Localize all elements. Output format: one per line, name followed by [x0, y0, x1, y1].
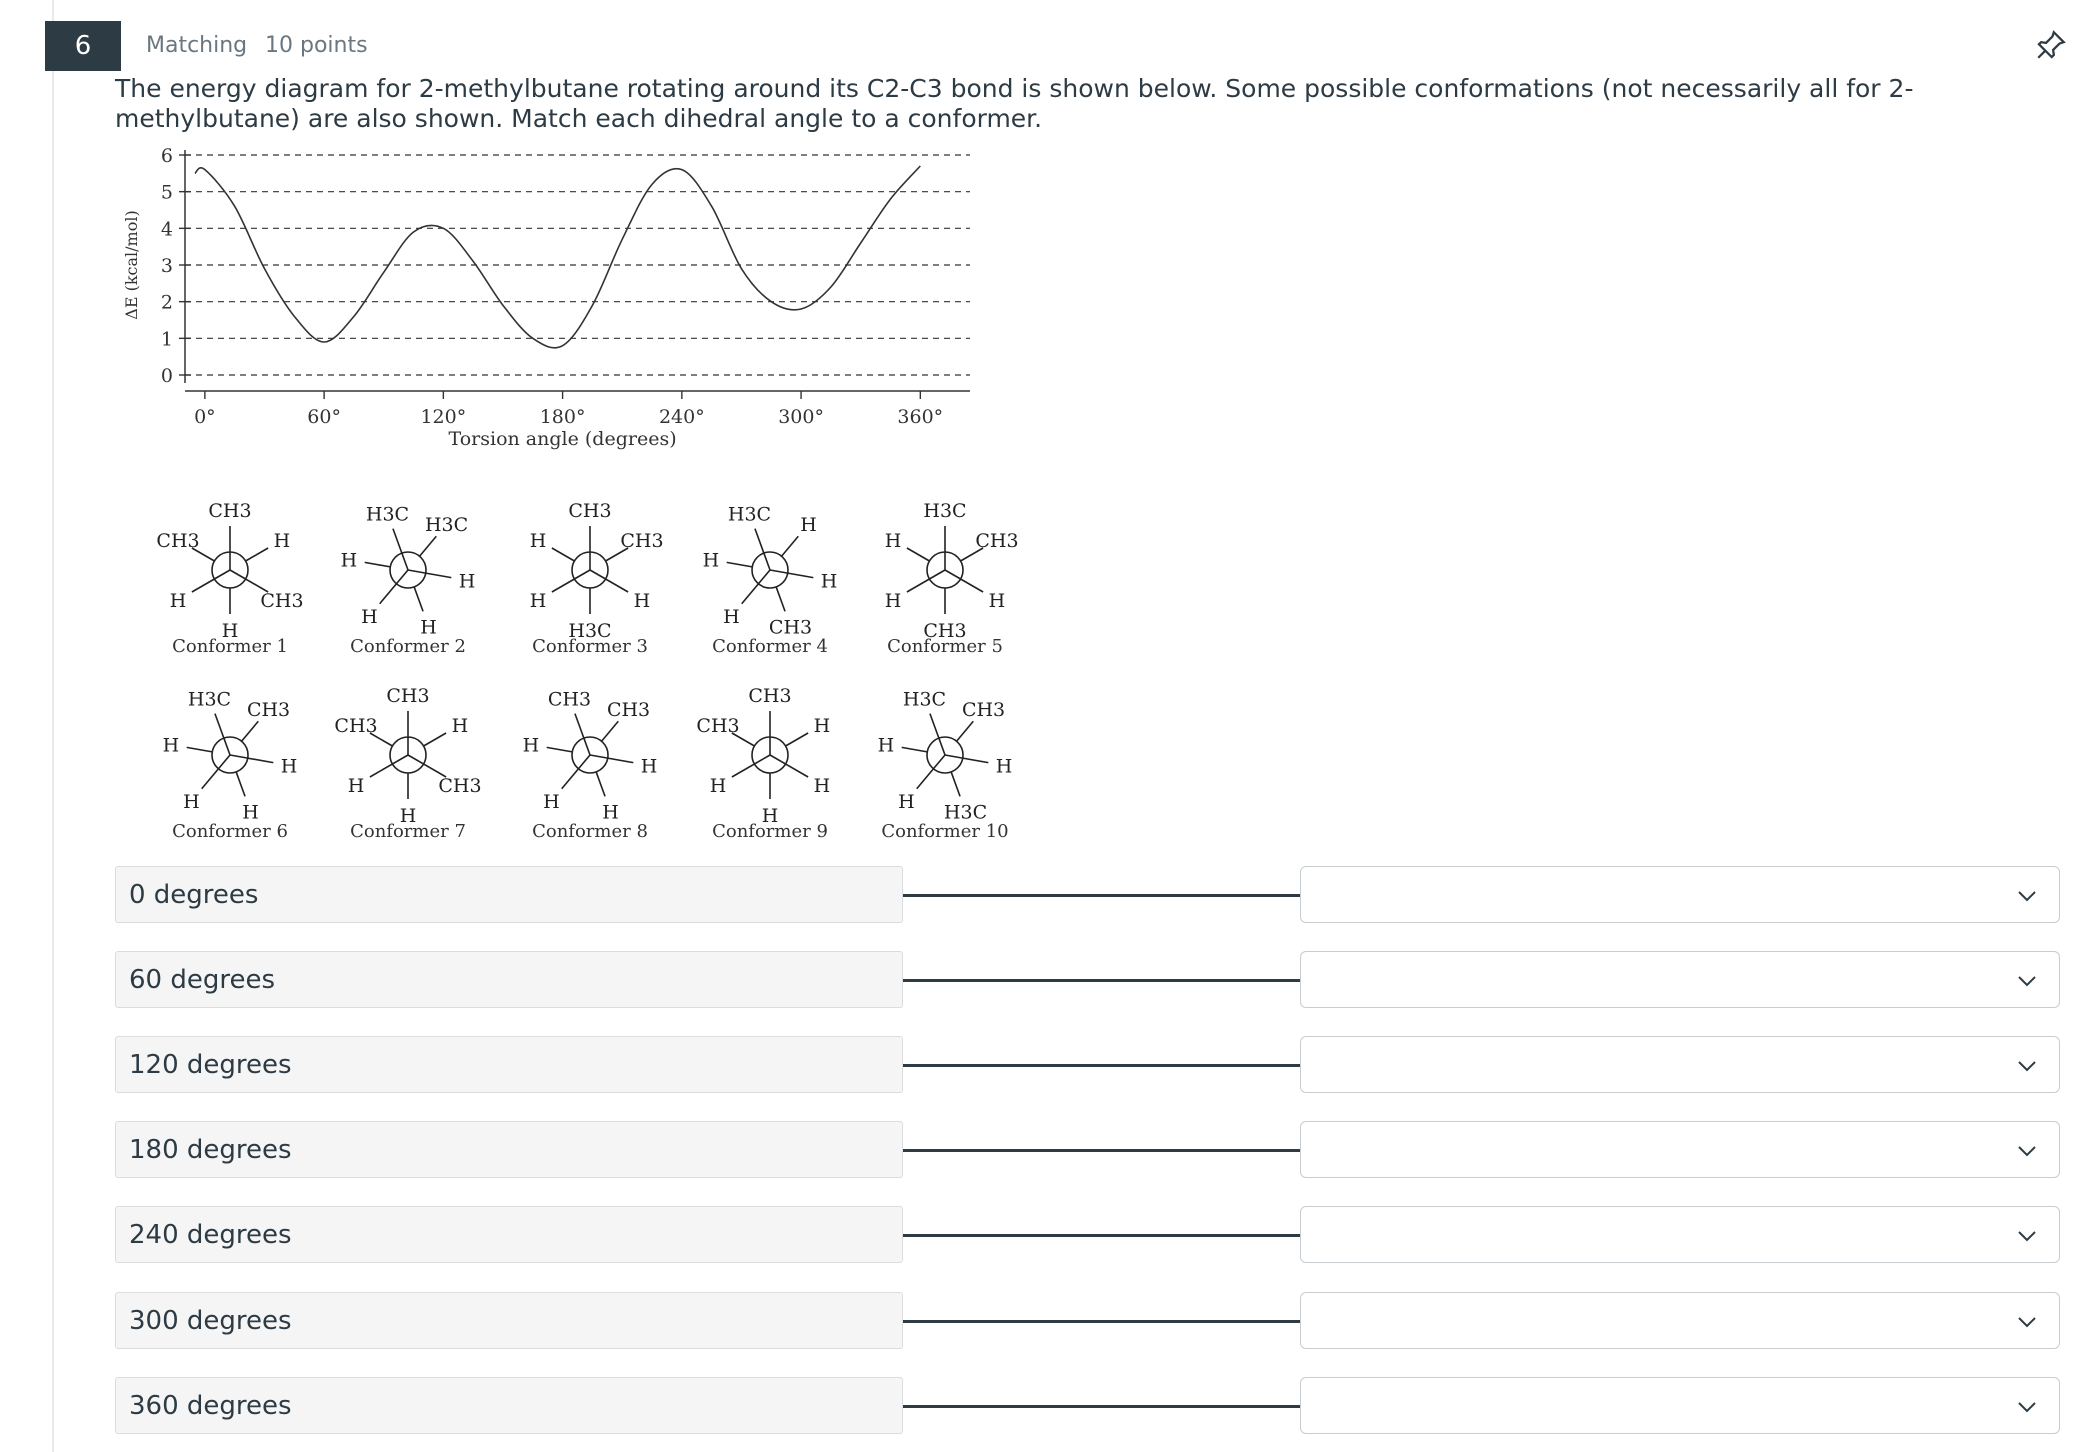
- newman-projection: [530, 500, 664, 657]
- connector-line: [903, 1149, 1303, 1152]
- y-tick-label: 6: [160, 145, 173, 167]
- back-bond: [727, 562, 753, 567]
- x-tick-label: 240°: [658, 406, 705, 428]
- conformer-label: Conformer 10: [881, 821, 1009, 842]
- conformer-label: Conformer 1: [172, 636, 288, 657]
- front-substituent: CH3: [547, 688, 592, 711]
- back-substituent: CH3: [961, 699, 1006, 722]
- match-prompt: 60 degrees: [115, 951, 903, 1008]
- y-tick-label: 2: [160, 291, 173, 314]
- conformer-label: Conformer 4: [712, 636, 828, 657]
- x-tick-label: 0°: [194, 406, 216, 428]
- back-substituent: CH3: [156, 530, 200, 552]
- y-tick-label: 0: [160, 365, 173, 387]
- front-substituent: H: [820, 570, 838, 593]
- conformer-label: Conformer 2: [350, 636, 466, 657]
- back-bond: [951, 772, 960, 796]
- newman-projection: [696, 685, 830, 842]
- chevron-down-icon: [2015, 1395, 2039, 1419]
- back-substituent: H: [451, 715, 469, 737]
- front-substituent: H: [709, 775, 727, 797]
- conformer-label: Conformer 6: [172, 821, 288, 842]
- back-substituent: H: [399, 805, 417, 827]
- x-tick-label: 60°: [307, 406, 341, 428]
- energy-diagram: [122, 145, 970, 450]
- conformer-label: Conformer 9: [712, 821, 828, 842]
- back-substituent: CH3: [246, 699, 291, 722]
- back-bond: [365, 562, 391, 567]
- back-bond: [420, 536, 437, 556]
- x-tick-label: 360°: [897, 406, 944, 428]
- front-substituent: CH3: [208, 500, 252, 522]
- conformer-label: Conformer 3: [532, 636, 648, 657]
- y-tick-label: 3: [160, 255, 173, 277]
- back-bond: [236, 772, 245, 796]
- newman-projection: [334, 685, 481, 842]
- connector-line: [903, 894, 1303, 897]
- match-row: [115, 1377, 2060, 1436]
- back-bond: [552, 548, 575, 561]
- back-substituent: H: [420, 616, 437, 639]
- chevron-down-icon: [2015, 1310, 2039, 1334]
- front-substituent: H3C: [365, 503, 410, 526]
- back-substituent: CH3: [696, 715, 740, 737]
- back-bond: [414, 587, 423, 611]
- connector-line: [903, 979, 1303, 982]
- back-bond: [776, 587, 785, 611]
- question-type: Matching: [146, 33, 248, 58]
- front-substituent: H3C: [187, 688, 232, 711]
- back-substituent: H: [884, 530, 902, 552]
- front-substituent: H: [995, 755, 1013, 778]
- back-bond: [242, 721, 259, 741]
- conformer-label: Conformer 5: [887, 636, 1003, 657]
- front-substituent: H: [884, 590, 902, 612]
- back-substituent: H: [602, 801, 619, 824]
- front-substituent: H: [898, 790, 915, 813]
- x-tick-label: 120°: [420, 406, 467, 428]
- back-bond: [596, 772, 605, 796]
- back-substituent: H: [702, 549, 720, 572]
- back-substituent: CH3: [606, 699, 651, 722]
- answer-dropdown[interactable]: [1300, 1206, 2060, 1263]
- y-tick-label: 1: [160, 328, 173, 351]
- chevron-down-icon: [2015, 1139, 2039, 1163]
- connector-line: [903, 1064, 1303, 1067]
- back-substituent: CH3: [768, 616, 813, 639]
- back-substituent: H3C: [943, 801, 988, 824]
- y-axis-label: ΔE (kcal/mol): [122, 210, 141, 320]
- newman-projection: [885, 500, 1019, 657]
- conformer-grid: [156, 500, 1018, 842]
- answer-dropdown[interactable]: [1300, 1292, 2060, 1349]
- front-substituent: H: [543, 790, 560, 813]
- front-substituent: H: [169, 590, 187, 612]
- chevron-down-icon: [2015, 969, 2039, 993]
- match-row: [115, 1036, 2060, 1095]
- back-substituent: H: [800, 514, 817, 537]
- match-prompt: 0 degrees: [115, 866, 903, 923]
- match-row: [115, 1121, 2060, 1180]
- back-bond: [902, 747, 928, 752]
- answer-dropdown[interactable]: [1300, 1036, 2060, 1093]
- x-tick-label: 300°: [778, 406, 824, 428]
- pin-icon[interactable]: [2034, 28, 2068, 62]
- match-row: [115, 866, 2060, 925]
- connector-line: [903, 1405, 1303, 1408]
- back-substituent: H: [813, 715, 831, 737]
- front-substituent: H: [633, 590, 651, 612]
- question-figure: [115, 140, 1019, 842]
- back-bond: [786, 733, 809, 746]
- newman-projection: [878, 689, 1013, 842]
- front-substituent: H3C: [923, 500, 967, 522]
- front-substituent: H: [280, 755, 298, 778]
- back-bond: [957, 721, 974, 741]
- answer-dropdown[interactable]: [1300, 951, 2060, 1008]
- match-row: [115, 1206, 2060, 1265]
- back-substituent: H: [273, 530, 291, 552]
- back-substituent: H: [221, 620, 239, 642]
- connector-line: [903, 1234, 1303, 1237]
- match-prompt: 300 degrees: [115, 1292, 903, 1349]
- back-substituent: H: [761, 805, 779, 827]
- energy-curve: [195, 166, 920, 348]
- match-prompt: 240 degrees: [115, 1206, 903, 1263]
- back-bond: [547, 747, 573, 752]
- question-number: 6: [45, 21, 121, 71]
- back-substituent: H: [877, 734, 895, 757]
- back-bond: [246, 548, 269, 561]
- front-substituent: H: [529, 590, 547, 612]
- front-substituent: H: [361, 605, 378, 628]
- back-bond: [602, 721, 619, 741]
- back-substituent: H3C: [568, 620, 612, 642]
- front-substituent: H3C: [902, 688, 947, 711]
- connector-line: [903, 1320, 1303, 1323]
- chevron-down-icon: [2015, 1224, 2039, 1248]
- back-substituent: CH3: [334, 715, 378, 737]
- match-row: [115, 1292, 2060, 1351]
- back-bond: [782, 536, 799, 556]
- question-points: 10 points: [265, 33, 368, 58]
- question-text: The energy diagram for 2-methylbutane rotating around its C2-C3 bond is shown below. Some possible conformations (not necessarily all for 2-methylbutane) are also shown. Match each dihedral angle to a conformer.: [115, 74, 1914, 133]
- answer-dropdown[interactable]: [1300, 1377, 2060, 1434]
- chevron-down-icon: [2015, 1054, 2039, 1078]
- match-prompt: 120 degrees: [115, 1036, 903, 1093]
- back-bond: [424, 733, 447, 746]
- back-substituent: H: [242, 801, 259, 824]
- back-substituent: CH3: [620, 530, 664, 552]
- back-substituent: H: [522, 734, 540, 757]
- answer-dropdown[interactable]: [1300, 866, 2060, 923]
- match-prompt: 360 degrees: [115, 1377, 903, 1434]
- conformer-label: Conformer 7: [350, 821, 466, 842]
- answer-dropdown[interactable]: [1300, 1121, 2060, 1178]
- y-tick-label: 4: [160, 218, 173, 241]
- match-row: [115, 951, 2060, 1010]
- front-substituent: H: [813, 775, 831, 797]
- conformer-label: Conformer 8: [532, 821, 648, 842]
- x-tick-label: 180°: [539, 406, 586, 428]
- front-substituent: CH3: [438, 775, 482, 797]
- newman-projection: [703, 504, 838, 657]
- newman-projection: [156, 500, 303, 657]
- back-substituent: H3C: [424, 514, 469, 537]
- front-substituent: H: [347, 775, 365, 797]
- x-axis-label: Torsion angle (degrees): [448, 428, 677, 450]
- newman-projection: [341, 504, 476, 657]
- left-border: [52, 0, 54, 1452]
- back-bond: [187, 747, 213, 752]
- front-substituent: H: [458, 570, 476, 593]
- y-tick-label: 5: [160, 181, 173, 204]
- front-substituent: H: [640, 755, 658, 778]
- back-substituent: H: [529, 530, 547, 552]
- front-substituent: H: [723, 605, 740, 628]
- back-substituent: CH3: [975, 530, 1019, 552]
- newman-projection: [523, 689, 658, 842]
- match-prompt: 180 degrees: [115, 1121, 903, 1178]
- front-substituent: CH3: [260, 590, 304, 612]
- chevron-down-icon: [2015, 884, 2039, 908]
- front-substituent: CH3: [386, 685, 430, 707]
- front-substituent: CH3: [748, 685, 792, 707]
- front-substituent: H: [183, 790, 200, 813]
- front-substituent: H3C: [727, 503, 772, 526]
- front-substituent: CH3: [568, 500, 612, 522]
- back-bond: [907, 548, 930, 561]
- back-substituent: H: [162, 734, 180, 757]
- newman-projection: [163, 689, 298, 842]
- back-substituent: CH3: [923, 620, 967, 642]
- back-substituent: H: [340, 549, 358, 572]
- front-substituent: H: [988, 590, 1006, 612]
